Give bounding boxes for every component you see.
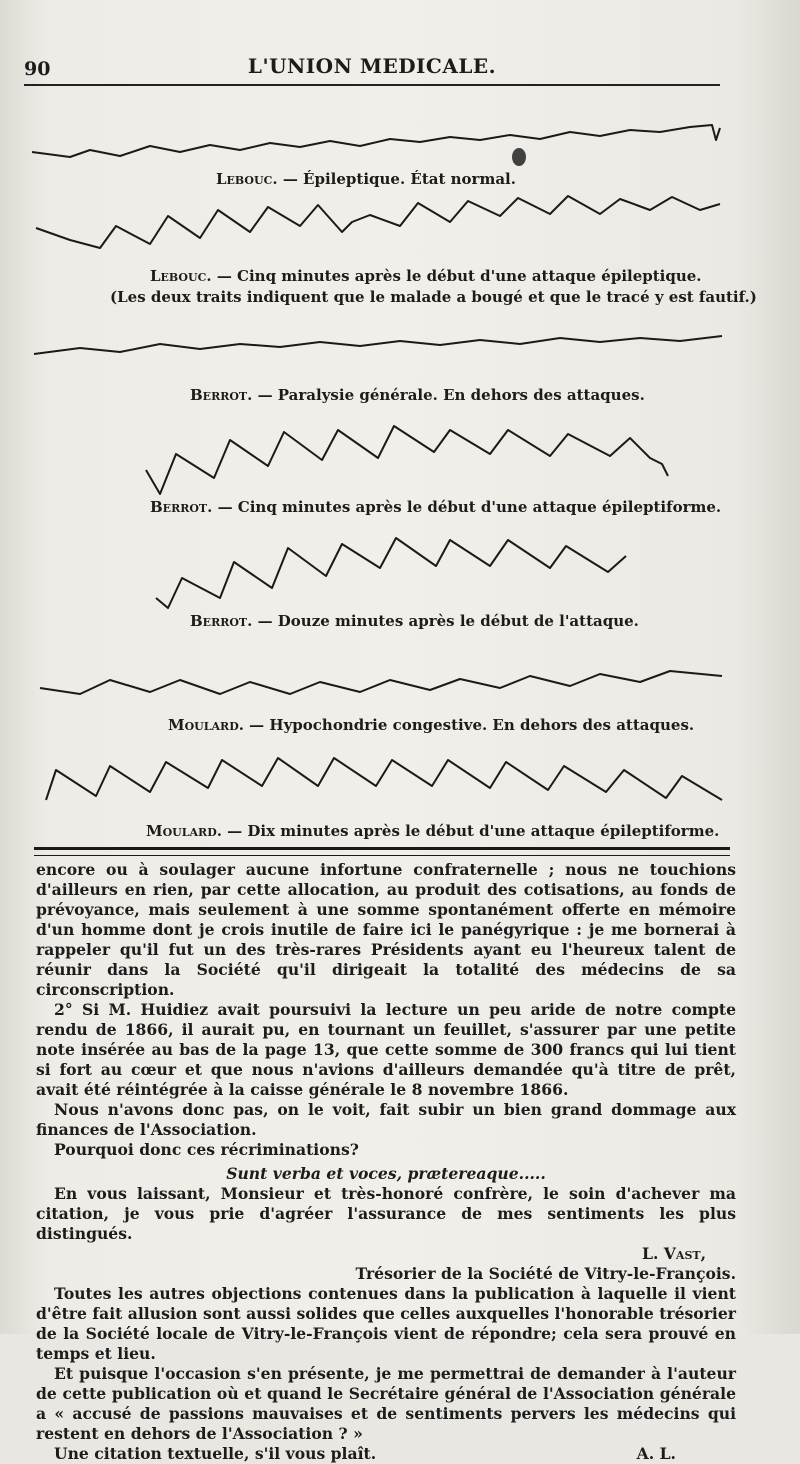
- caption-1: Lebouc. — Épileptique. État normal.: [216, 170, 516, 188]
- tracing-7: [46, 758, 722, 800]
- paragraph-2: 2° Si M. Huidiez avait poursuivi la lecture un peu aride de notre compte rendu de 1866, il aurait pu, en tournant un feuillet, s'assurer par une petite note insérée au bas de la page 13, que cette somme de 300 francs qui lui tient si fort au cœur et que nous n'avions d'ailleurs demandée qu'à titre de prêt, avait été réintégrée à la caisse générale le 8 novembre 1866.: [36, 1000, 736, 1099]
- latin-quote: Sunt verba et voces, prætereaque.....: [226, 1164, 546, 1183]
- tracing-3: [34, 336, 722, 354]
- section-divider: [34, 847, 730, 856]
- closing-signature: A. L.: [636, 1444, 676, 1463]
- journal-title: L'UNION MEDICALE.: [247, 54, 497, 78]
- caption-7: Moulard. — Dix minutes après le début d'une attaque épileptiforme.: [146, 822, 720, 840]
- tracing-6: [40, 671, 722, 694]
- ink-stain: [512, 148, 526, 166]
- caption-5: Berrot. — Douze minutes après le début de l'attaque.: [190, 612, 639, 630]
- paragraph-7: Et puisque l'occasion s'en présente, je me permettrai de demander à l'auteur de cette publication où et quand le Secrétaire général de l'Association générale a « accusé de passions mauvaises et de sentiments pervers les médecins qui restent en dehors de l'Association ? »: [36, 1364, 736, 1443]
- tracing-2: [36, 196, 720, 248]
- letter-body: [36, 860, 736, 1464]
- closing-line: Une citation textuelle, s'il vous plaît.: [54, 1444, 377, 1463]
- paragraph-1: encore ou à soulager aucune infortune confraternelle ; nous ne touchions d'ailleurs en rien, par cette allocation, au produit des cotisations, au fonds de prévoyance, mais seulement à une somme spontanément offerte en mémoire d'un homme dont je crois inutile de faire ici le panégyrique : je me bornerai à rappeler qu'il fut un des très-rares Présidents ayant eu l'heureux talent de réunir dans la Société qu'il dirigeait la totalité des médecins de sa circonscription.: [36, 860, 736, 999]
- paragraph-3: Nous n'avons donc pas, on le voit, fait subir un bien grand dommage aux finances de l'Association.: [36, 1100, 736, 1139]
- tracing-5: [156, 538, 626, 608]
- signature-title: Trésorier de la Société de Vitry-le-François.: [355, 1264, 736, 1283]
- page-number: 90: [24, 58, 51, 80]
- caption-2-note: (Les deux traits indiquent que le malade a bougé et que le tracé y est fautif.): [110, 288, 757, 306]
- tracing-4: [146, 426, 668, 494]
- paragraph-5: En vous laissant, Monsieur et très-honoré confrère, le soin d'achever ma citation, je vous prie d'agréer l'assurance de mes sentiments les plus distingués.: [36, 1184, 736, 1243]
- caption-6: Moulard. — Hypochondrie congestive. En dehors des attaques.: [168, 716, 695, 734]
- paragraph-4: Pourquoi donc ces récriminations?: [54, 1140, 359, 1159]
- paragraph-8: [36, 1444, 736, 1464]
- signature-name: L. Vast,: [641, 1244, 706, 1263]
- caption-3: Berrot. — Paralysie générale. En dehors des attaques.: [190, 386, 645, 404]
- paragraph-6: Toutes les autres objections contenues dans la publication à laquelle il vient d'être fait allusion sont aussi solides que celles auxquelles l'honorable trésorier de la Société locale de Vitry-le-François vient de répondre; cela sera prouvé en temps et lieu.: [36, 1284, 736, 1363]
- tracing-1: [32, 125, 720, 157]
- caption-2: Lebouc. — Cinq minutes après le début d'une attaque épileptique.: [150, 267, 702, 285]
- caption-4: Berrot. — Cinq minutes après le début d'une attaque épileptiforme.: [150, 498, 722, 516]
